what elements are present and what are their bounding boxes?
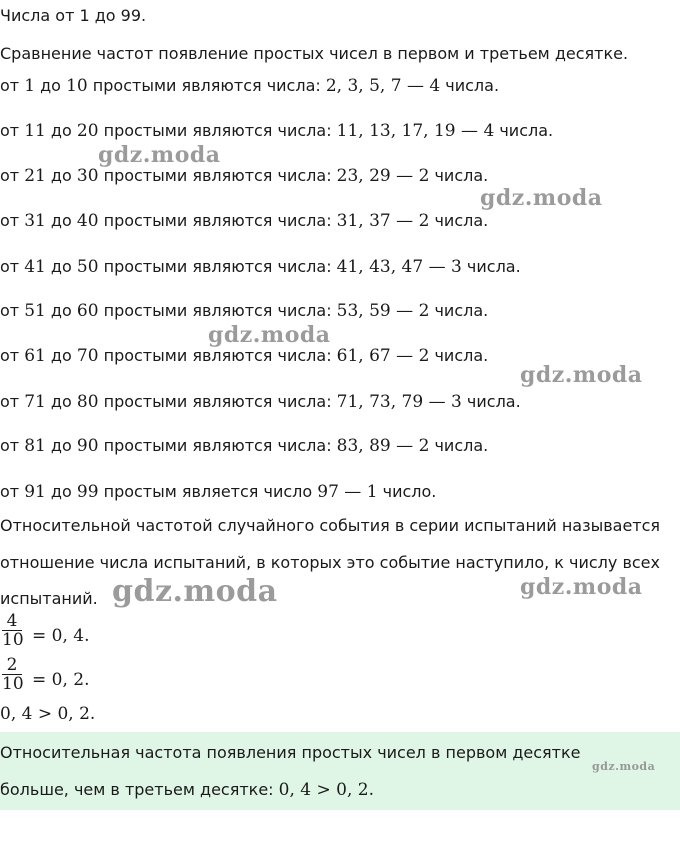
watermark: gdz.moda	[208, 322, 331, 348]
page-title: Числа от 1 до 99.	[0, 6, 147, 25]
fraction-denominator: 10	[2, 630, 24, 650]
conclusion-line-1: Относительная частота появления простых чисел в первом десятке	[0, 743, 581, 762]
prime-range-line: от 1 до 10 простыми являются числа: 2, 3, 5, 7 — 4 числа.	[0, 76, 500, 96]
prime-range-line: от 21 до 30 простыми являются числа: 23, 29 — 2 числа.	[0, 166, 489, 186]
definition-line-3: испытаний.	[0, 589, 98, 608]
prime-range-line: от 71 до 80 простыми являются числа: 71, 73, 79 — 3 числа.	[0, 392, 521, 412]
prime-range-line: от 81 до 90 простыми являются числа: 83, 89 — 2 числа.	[0, 436, 489, 456]
fraction-third-decade	[2, 656, 22, 693]
prime-range-line: от 11 до 20 простыми являются числа: 11, 13, 17, 19 — 4 числа.	[0, 121, 554, 141]
fraction-denominator: 10	[2, 674, 24, 694]
watermark: gdz.moda	[520, 574, 643, 600]
fraction-numerator: 4	[6, 611, 18, 631]
fraction-first-result: = 0, 4.	[32, 626, 90, 646]
conclusion-line-2: больше, чем в третьем десятке: 0, 4 > 0, 2.	[0, 780, 374, 800]
prime-range-line: от 91 до 99 простым является число 97 — 1 число.	[0, 482, 437, 502]
definition-line-2: отношение числа испытаний, в которых это событие наступило, к числу всех	[0, 553, 660, 572]
prime-range-line: от 31 до 40 простыми являются числа: 31, 37 — 2 числа.	[0, 211, 489, 231]
watermark: gdz.moda	[98, 142, 221, 168]
prime-range-line: от 51 до 60 простыми являются числа: 53, 59 — 2 числа.	[0, 301, 489, 321]
fraction-first-decade	[2, 612, 22, 649]
comparison-line: 0, 4 > 0, 2.	[0, 704, 96, 724]
watermark: gdz.moda	[520, 362, 643, 388]
definition-line-1: Относительной частотой случайного события в серии испытаний называется	[0, 516, 661, 535]
intro-text: Сравнение частот появление простых чисел в первом и третьем десятке.	[0, 44, 629, 63]
watermark: gdz.moda	[480, 185, 603, 211]
watermark: gdz.moda	[592, 760, 656, 773]
fraction-numerator: 2	[6, 655, 18, 675]
prime-range-line: от 61 до 70 простыми являются числа: 61, 67 — 2 числа.	[0, 346, 489, 366]
prime-range-line: от 41 до 50 простыми являются числа: 41, 43, 47 — 3 числа.	[0, 257, 521, 277]
fraction-third-result: = 0, 2.	[32, 670, 90, 690]
watermark: gdz.moda	[112, 574, 278, 609]
